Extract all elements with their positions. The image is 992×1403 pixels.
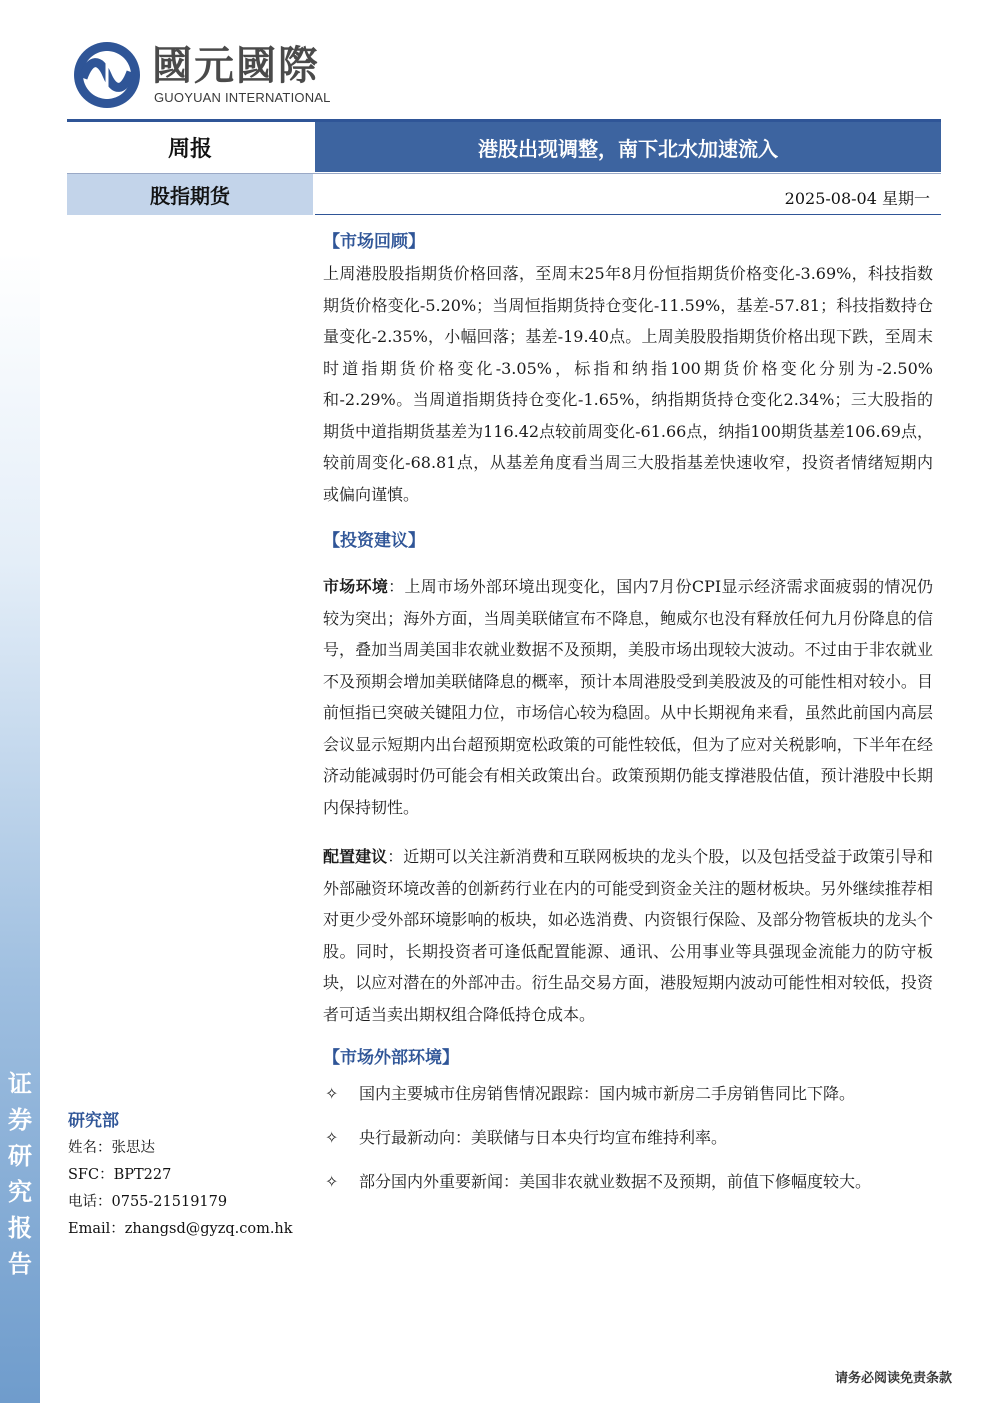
- external-list: [323, 1082, 933, 1194]
- side-char: 报: [8, 1213, 32, 1242]
- side-char: 告: [8, 1249, 32, 1278]
- side-vertical-label: [4, 1066, 36, 1282]
- report-title: 港股出现调整，南下北水加速流入: [315, 122, 941, 172]
- allocation-text: ：近期可以关注新消费和互联网板块的龙头个股，以及包括受益于政策引导和外部融资环境改善的创新药行业在内的可能受到资金关注的题材板块。另外继续推荐相对更少受外部环境影响的板块，如必选消费、内资银行保险、及部分物管板块的龙头个股。同时，长期投资者可逢低配置能源、通讯、公用事业等具强现金流能力的防守板块，以应对潜在的外部冲击。衍生品交易方面，港股短期内波动可能性相对较低，投资者可适当卖出期权组合降低持仓成本。: [323, 847, 933, 1024]
- diamond-star-icon: ✧: [325, 1128, 339, 1147]
- research-dept: 研究部: [68, 1111, 119, 1131]
- section-title-external: 【市场外部环境】: [323, 1048, 459, 1068]
- research-contact: [68, 1106, 308, 1243]
- analyst-sfc: SFC：BPT227: [68, 1167, 172, 1183]
- brand-name-en: GUOYUAN INTERNATIONAL: [154, 90, 331, 105]
- market-env-text: ：上周市场外部环境出现变化，国内7月份CPI显示经济需求面疲弱的情况仍较为突出；海外方面，当周美联储宣布不降息，鲍威尔也没有释放任何九月份降息的信号，叠加当周美国非农就业数据不及预期，美股市场出现较大波动。不过由于非农就业不及预期会增加美联储降息的概率，预计本周港股受到美股波及的可能性相对较小。目前恒指已突破关键阻力位，市场信心较为稳固。从中长期视角来看，虽然此前国内高层会议显示短期内出台超预期宽松政策的可能性较低，但为了应对关税影响，下半年在经济动能减弱时仍可能会有相关政策出台。政策预期仍能支撑港股估值，预计港股中长期内保持韧性。: [323, 577, 933, 817]
- list-item-text: 部分国内外重要新闻：美国非农就业数据不及预期，前值下修幅度较大。: [359, 1172, 872, 1191]
- analyst-email: Email：zhangsd@gyzq.com.hk: [68, 1221, 293, 1237]
- diamond-star-icon: ✧: [325, 1172, 339, 1191]
- side-char: 券: [8, 1105, 32, 1134]
- report-type: 周报: [167, 136, 212, 162]
- guoyuan-logo-icon: [72, 40, 142, 110]
- list-item-text: 国内主要城市住房销售情况跟踪：国内城市新房二手房销售同比下降。: [359, 1084, 856, 1103]
- review-paragraph: 上周港股股指期货价格回落，至周末25年8月份恒指期货价格变化-3.69%，科技指数期货价格变化-5.20%；当周恒指期货持仓变化-11.59%，基差-57.81；科技指数持仓量变化-2.35%，小幅回落；基差-19.40点。上周美股股指期货价格出现下跌，至周末时道指期货价格变化-3.05%，标指和纳指100期货价格变化分别为-2.50%和-2.29%。当周道指期货持仓变化-1.65%，纳指期货持仓变化2.34%；三大股指的期货中道指期货基差为116.42点较前周变化-61.66点，纳指100期货基差106.69点，较前周变化-68.81点，从基差角度看当周三大股指基差快速收窄，投资者情绪短期内或偏向谨慎。: [323, 264, 933, 504]
- market-env-paragraph: [323, 571, 933, 823]
- main-content: [323, 228, 933, 1214]
- side-char: 研: [8, 1141, 32, 1170]
- market-env-label: 市场环境: [323, 577, 389, 596]
- list-item: [323, 1082, 933, 1106]
- side-char: 证: [8, 1069, 32, 1098]
- allocation-label: 配置建议: [323, 847, 388, 866]
- list-item: [323, 1126, 933, 1150]
- report-category: 股指期货: [67, 174, 313, 215]
- disclaimer-note: 请务必阅读免责条款: [834, 1371, 952, 1386]
- section-title-review: 【市场回顾】: [323, 232, 425, 252]
- date-underline: [315, 214, 941, 215]
- section-title-advice: 【投资建议】: [323, 531, 425, 551]
- allocation-paragraph: [323, 841, 933, 1030]
- list-item-text: 央行最新动向：美联储与日本央行均宣布维持利率。: [359, 1128, 728, 1147]
- diamond-star-icon: ✧: [325, 1084, 339, 1103]
- brand-name-cn: 國元國際: [152, 43, 320, 89]
- report-date: 2025-08-04 星期一: [784, 189, 930, 208]
- list-item: [323, 1170, 933, 1194]
- analyst-phone: 电话：0755-21519179: [68, 1194, 228, 1210]
- analyst-name: 姓名：张思达: [68, 1140, 155, 1156]
- side-char: 究: [8, 1177, 32, 1206]
